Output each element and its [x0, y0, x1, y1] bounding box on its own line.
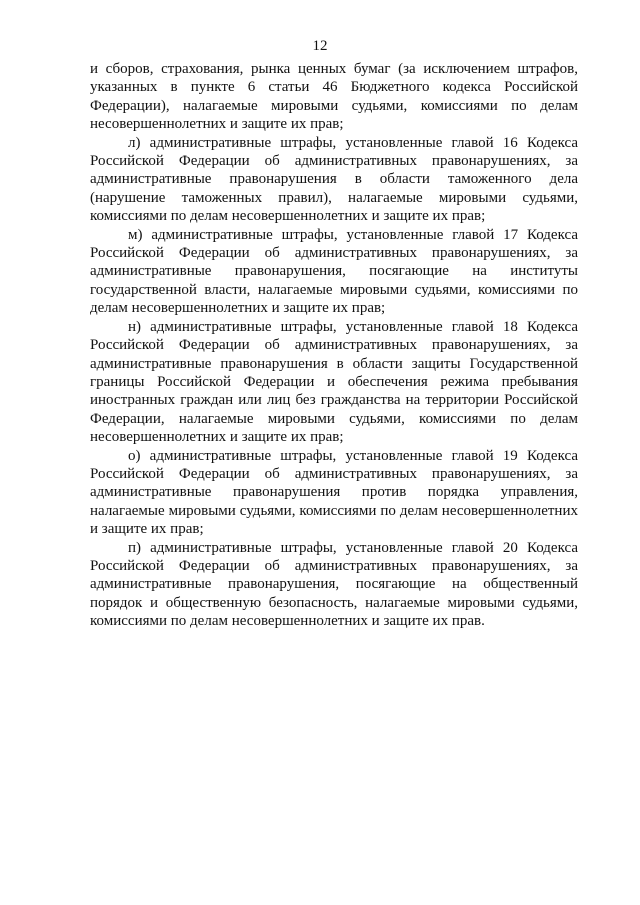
paragraph-continuation: и сборов, страхования, рынка ценных бумаг (за исключением штрафов, указанных в пункте 6 статьи 46 Бюджетного кодекса Российской Федерации), налагаемые мировыми судьями, комиссиями по делам несовершеннолетних и защите их прав; — [90, 61, 578, 133]
page-number: 12 — [312, 38, 328, 54]
paragraph-item-o: о) административные штрафы, установленные главой 19 Кодекса Российской Федерации об административных правонарушениях, за административные правонарушения против порядка управления, налагаемые мировыми судьями, комиссиями по делам несовершеннолетних и защите их прав; — [90, 447, 578, 538]
paragraph-item-l: л) административные штрафы, установленные главой 16 Кодекса Российской Федерации об административных правонарушениях, за административные правонарушения в области таможенного дела (нарушение таможенных правил), налагаемые мировыми судьями, комиссиями по делам несовершеннолетних и защите их прав; — [90, 134, 578, 225]
paragraph-item-n: н) административные штрафы, установленные главой 18 Кодекса Российской Федерации об административных правонарушениях, за административные правонарушения в области защиты Государственной границы Российской Федерации и обеспечения режима пребывания иностранных граждан или лиц без гражданства на территории Российской Федерации, налагаемые мировыми судьями, комиссиями по делам несовершеннолетних и защите их прав; — [90, 318, 578, 446]
paragraph-item-p: п) административные штрафы, установленные главой 20 Кодекса Российской Федерации об административных правонарушениях, за административные правонарушения, посягающие на общественный порядок и общественную безопасность, налагаемые мировыми судьями, комиссиями по делам несовершеннолетних и защите их прав. — [90, 539, 578, 630]
paragraph-item-m: м) административные штрафы, установленные главой 17 Кодекса Российской Федерации об административных правонарушениях, за административные правонарушения, посягающие на институты государственной власти, налагаемые мировыми судьями, комиссиями по делам несовершеннолетних и защите их прав; — [90, 226, 578, 317]
document-body — [90, 60, 578, 631]
